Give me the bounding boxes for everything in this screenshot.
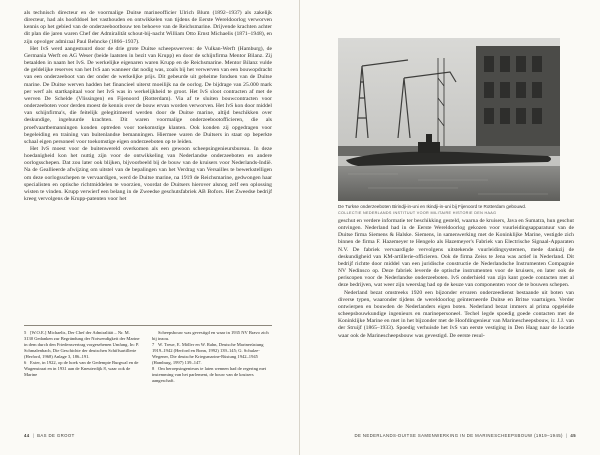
footnote bbox=[152, 330, 272, 342]
footnote bbox=[24, 330, 140, 360]
footnote-number: 5 bbox=[24, 330, 27, 335]
footnote-number: 7 bbox=[152, 342, 155, 348]
footnote bbox=[152, 366, 272, 384]
footnote-text: [W.O.E.] Michaelis, Der Chef der Admiralität – Nr. M. 3130 Gedanken zur Begründung der Notwendigkeit der Marine in dem durch den Friedensvertrag vorgesehenen Umfang. In: P. Schmalenbach, Die Geschichte der deutschen Schiffsartillerie (Herford, 1968) Anlage 3, 186–191. bbox=[24, 330, 140, 359]
right-page-footer bbox=[355, 433, 576, 438]
harbour-photo-illustration bbox=[338, 38, 560, 201]
left-body-text bbox=[24, 10, 272, 203]
right-paragraph-2: Nederland bezat omstreeks 1920 een bijzonder ervaren onderzeedienst bestaande uit boten van diverse typen, waaronder tijdens de wereldoorlog geïnterneerde Duitse en Britse vaartuigen. Verder ontwierpen en bouwden de Nederlanders eigen boten. Nederland bezat immers al prima opgeleide scheepsbouwkundige ingenieurs en marinepersoneel. Techel legde spoedig goede contacten met de Koninklijke Marine en met in het bijzonder met de Hoofdingenieur van Marinescheepsbouw, ir. J.J. van der Struijf (1865–1933). Spoedig verhuisde het IvS van eerste vestiging in Den Haag naar de locatie waar ook de Marinescheepsbouw was gevestigd. De eerste resul- bbox=[338, 289, 574, 339]
photo-caption bbox=[338, 204, 564, 216]
photo-credit: COLLECTIE NEDERLANDS INSTITUUT VOOR MILITAIRE HISTORIE DEN HAAG bbox=[338, 211, 497, 215]
running-author: BAS DE GROOT bbox=[37, 433, 75, 438]
footnote-text: W. Treue, E. Möller en W. Rahn, Deutsche Marinerüstung 1919–1942 (Herford en Bonn, 1992) 139–145; G. Schulze-Wegener, Die deutsche Kriegsmarine-Rüstung 1942–1945 (Hamburg, 1997) 139–147. bbox=[152, 342, 264, 365]
footnote-text: Exter, in 1922, op de hoek van de Gedempte Burgwal en de Wagenstraat en in 1931 aan de Kneuterdijk 8, waar ook de Marine bbox=[24, 359, 139, 377]
left-paragraph-2: Het IvS werd aangestuurd door de drie grote Duitse scheepswerven: de Vulkan-Werft (Hamburg), de Germania Werft en AG Weser (beide laatsten in bezit van Krupp) en door de schijnfirma Mentor Bilanz. Zij betaalden in naam het IvS. De werkelijke eigenaren waren Krupp en de Reichsmarine. Mentor Bilanz vulde de geldelijke reserves van het IvS aan wanneer dat nodig was, zoals bij het verwerven van een bouwopdracht van een onderzeeboot van der onder de werkelijke prijs. Dit gebeurde uit geheime fondsen van de Duitse marine. De Duitse werven hadden het financieel uiterst moeilijk na de oorlog. De bijdrage van 25.000 mark per werf als startkapitaal voor het IvS was in werkelijkheid te groot. Het IvS sloot contracten af met de werven De Schelde (Vlissingen) en Fijenoord (Rotterdam). Via af te sluiten bouwcontracten voor onderzeeboten voor derden moest de kennis over de bouw ervan worden verworven. Het IvS kon door middel van schijnfirma's, die feitelijk gelegitimeerd werden door de Duitse marine, altijd beschikken over deskundige, ingehuurde krachten. Dit waren voormalige onderzeebootofficieren, die als proefvaartbemanningen konden optreden voor toekomstige klanten. Ook konden zij opgedragen voor begeleiding en training van buitenlandse bemanningen. Hiermee waren de Duitsers in staat op beperkte schaal eigen personeel voor toekomstige eigen onderzeeboten op te leiden. bbox=[24, 45, 272, 145]
footnote-text: Om beroepsingenieurs te laten wennen had de regering met instemming van het parlement, de bouw van de kruisers aangeschaft. bbox=[152, 366, 267, 384]
footnote-text: Scheepsbouw was gevestigd en waar in 1935 NV Bravo zich bij inzou. bbox=[152, 330, 269, 341]
page-number: 45 bbox=[570, 433, 576, 438]
footer-separator: | bbox=[565, 433, 568, 438]
footnote-number: 6 bbox=[24, 359, 27, 365]
historical-photo bbox=[338, 38, 560, 201]
footnote-number: 8 bbox=[152, 366, 155, 372]
right-paragraph-1: geschut en verdere informatie ter beschikking gesteld, waarna de kruisers, Java en Sumatra, hun geschut ontvingen. Nederland had in de Eerste Wereldoorlog gekozen voor vuurleidingsapparatuur van de Duitse firma Siemens & Halske. Siemens, in samenwerking met de Koninklijke Marine, vestigde zich binnen de firma F. Hazemeyer te Hengelo als Hazemeyer's Fabriek van Electrische Signaal-Apparaten N.V. De fabriek vervaardigde vervolgens uitstekende vuurleidingsystemen, mede dankzij de deskundigheid van KM-artillerie-officieren. Ook de firma Zeiss te Jena was actief in Nederland. Dit bedrijf richtte door middel van een juridische constructie de Nederlandsche Instrumenten Compagnie NV Nedinsco op. Deze fabriek leverde de optische instrumenten voor de kruisers, en later ook de periscopen voor de Nederlandse onderzeeboten. IvS onderhield van zijn kant goede contacten met al deze bedrijven, wat weer zijn weerslag had op de keuze van componenten voor de te bouwen schepen. bbox=[338, 218, 574, 289]
left-page-footer bbox=[24, 433, 75, 438]
right-page bbox=[300, 0, 600, 455]
footnote bbox=[152, 342, 272, 366]
footnote bbox=[24, 360, 140, 378]
right-body-text bbox=[338, 218, 574, 340]
footnote-divider bbox=[24, 325, 272, 326]
page-number: 44 bbox=[24, 433, 30, 438]
left-paragraph-3: Het IvS moest voor de buitenwereld overkomen als een gewoon scheepsingenieursbureau. In deze hoedanigheid kon het nuttig zijn voor de ontwikkeling van Nederlandse onderzeeboten en andere oorlogsschepen. Dat zou later ook blijken, bijvoorbeeld bij de bouw van de kruisers voor Nederlands-Indië. Na de Geallieerde afwijzing om uitstel van de bepalingen van het Verdrag van Versailles te bewerkstelligen om deze oorlogsschepen te vervaardigen, werd de Duitse marine, na 1919 de Reichsmarine, gedwongen haar specialisten en optische richtmiddelen te voorzien, voordat de Duitsers hierover alsnog zelf een oplossing wisten te vinden. Krupp verwierf een belang in de Zweedse geschutsfabriek AB Bofors. Het Zweedse bedrijf kreeg vervolgens de Krupp-patenten voor het bbox=[24, 145, 272, 203]
running-title: DE NEDERLANDS-DUITSE SAMENWERKING IN DE MARINESCHEEPSBOUW (1919–1945) bbox=[354, 433, 563, 438]
footnotes-column-2 bbox=[152, 330, 272, 384]
caption-text: De Turkse onderzeeboten Birindji-in-uni en Ikindji-in-uni bij Fijenoord te Rotterdam gebouwd. bbox=[338, 204, 527, 209]
left-paragraph-1: als technisch directeur en de voormalige Duitse marineofficier Ulrich Blum (1892–1937) als zakelijk directeur, had als hoofddoel het vasthouden en ontwikkelen van tijdens de Eerste Wereldoorlog verworven kennis op het gebied van de onderzeebootbouw ten behoeve van de Reichsmarine. Drijvende krachten achter dit plan die jaren waren Chef der Admiralität schout-bij-nacht William Otto Ernst Michaelis (1871–1948), en zijn opvolger admiraal Paul Behncke (1866–1937). bbox=[24, 10, 272, 45]
footer-separator: | bbox=[32, 433, 35, 438]
footnotes-column-1 bbox=[24, 330, 140, 378]
